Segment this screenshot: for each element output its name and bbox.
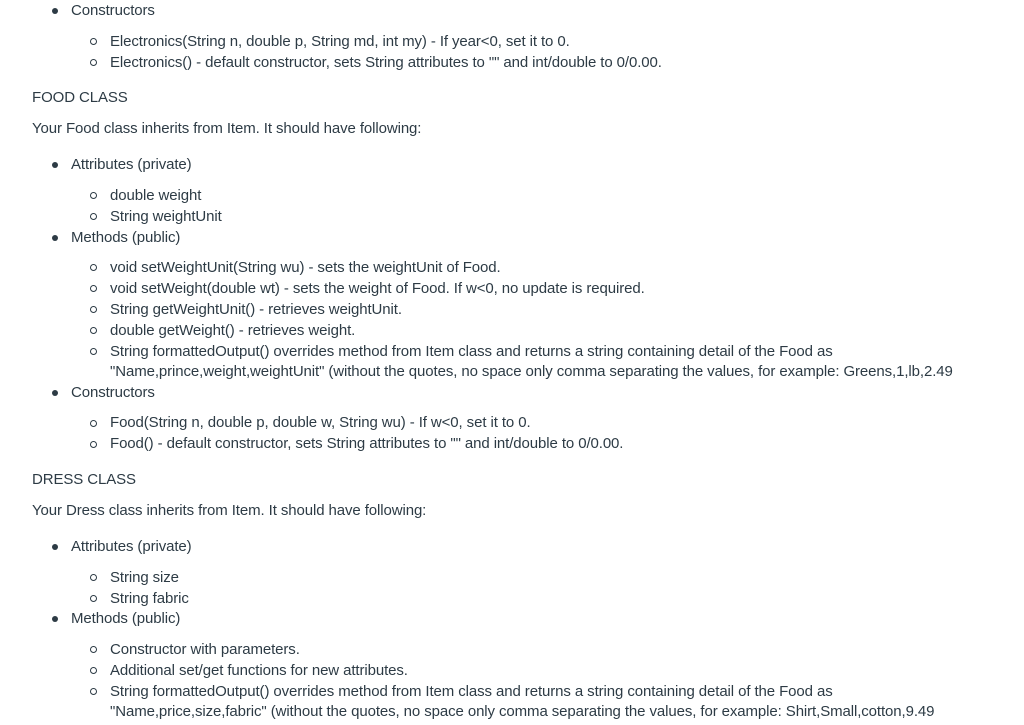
food-attributes-label: Attributes (private) bbox=[71, 156, 192, 173]
sub-bullet-icon bbox=[90, 441, 97, 448]
sub-bullet-icon bbox=[90, 306, 97, 313]
sub-bullet-icon bbox=[90, 688, 97, 695]
sub-bullet-icon bbox=[90, 285, 97, 292]
sub-bullet-icon bbox=[90, 646, 97, 653]
dress-intro: Your Dress class inherits from Item. It should have following: bbox=[32, 502, 427, 519]
sub-bullet-icon bbox=[90, 264, 97, 271]
list-item: Electronics(String n, double p, String md, int my) - If year<0, set it to 0. bbox=[110, 33, 570, 50]
sub-bullet-icon bbox=[90, 420, 97, 427]
bullet-icon bbox=[52, 162, 58, 168]
sub-bullet-icon bbox=[90, 59, 97, 66]
list-item: Food() - default constructor, sets String attributes to "" and int/double to 0/0.00. bbox=[110, 435, 624, 452]
list-item: void setWeightUnit(String wu) - sets the weightUnit of Food. bbox=[110, 259, 501, 276]
bullet-icon bbox=[52, 8, 58, 14]
list-item: Additional set/get functions for new attributes. bbox=[110, 662, 408, 679]
section-heading-food: FOOD CLASS bbox=[32, 89, 128, 106]
list-item: String formattedOutput() overrides method from Item class and returns a string containing detail of the Food as bbox=[110, 683, 833, 700]
bullet-icon bbox=[52, 544, 58, 550]
constructors-label: Constructors bbox=[71, 2, 155, 19]
list-item-continuation: "Name,prince,weight,weightUnit" (without the quotes, no space only comma separating the values, for example: Greens,1,lb,2.49 bbox=[110, 363, 953, 380]
list-item-continuation: "Name,price,size,fabric" (without the quotes, no space only comma separating the values, for example: Shirt,Small,cotton,9.49 bbox=[110, 703, 935, 720]
food-intro: Your Food class inherits from Item. It should have following: bbox=[32, 120, 422, 137]
sub-bullet-icon bbox=[90, 327, 97, 334]
list-item: double getWeight() - retrieves weight. bbox=[110, 322, 356, 339]
list-item: Food(String n, double p, double w, String wu) - If w<0, set it to 0. bbox=[110, 414, 531, 431]
sub-bullet-icon bbox=[90, 574, 97, 581]
sub-bullet-icon bbox=[90, 595, 97, 602]
sub-bullet-icon bbox=[90, 348, 97, 355]
food-methods-label: Methods (public) bbox=[71, 229, 181, 246]
bullet-icon bbox=[52, 235, 58, 241]
sub-bullet-icon bbox=[90, 192, 97, 199]
bullet-icon bbox=[52, 390, 58, 396]
section-heading-dress: DRESS CLASS bbox=[32, 471, 136, 488]
list-item: Electronics() - default constructor, sets String attributes to "" and int/double to 0/0.00. bbox=[110, 54, 662, 71]
sub-bullet-icon bbox=[90, 667, 97, 674]
sub-bullet-icon bbox=[90, 213, 97, 220]
list-item: double weight bbox=[110, 187, 202, 204]
list-item: Constructor with parameters. bbox=[110, 641, 300, 658]
bullet-icon bbox=[52, 616, 58, 622]
list-item: String weightUnit bbox=[110, 208, 222, 225]
list-item: void setWeight(double wt) - sets the weight of Food. If w<0, no update is required. bbox=[110, 280, 645, 297]
list-item: String size bbox=[110, 569, 179, 586]
list-item: String getWeightUnit() - retrieves weightUnit. bbox=[110, 301, 402, 318]
dress-methods-label: Methods (public) bbox=[71, 610, 181, 627]
list-item: String formattedOutput() overrides method from Item class and returns a string containing detail of the Food as bbox=[110, 343, 833, 360]
dress-attributes-label: Attributes (private) bbox=[71, 538, 192, 555]
food-constructors-label: Constructors bbox=[71, 384, 155, 401]
list-item: String fabric bbox=[110, 590, 189, 607]
sub-bullet-icon bbox=[90, 38, 97, 45]
